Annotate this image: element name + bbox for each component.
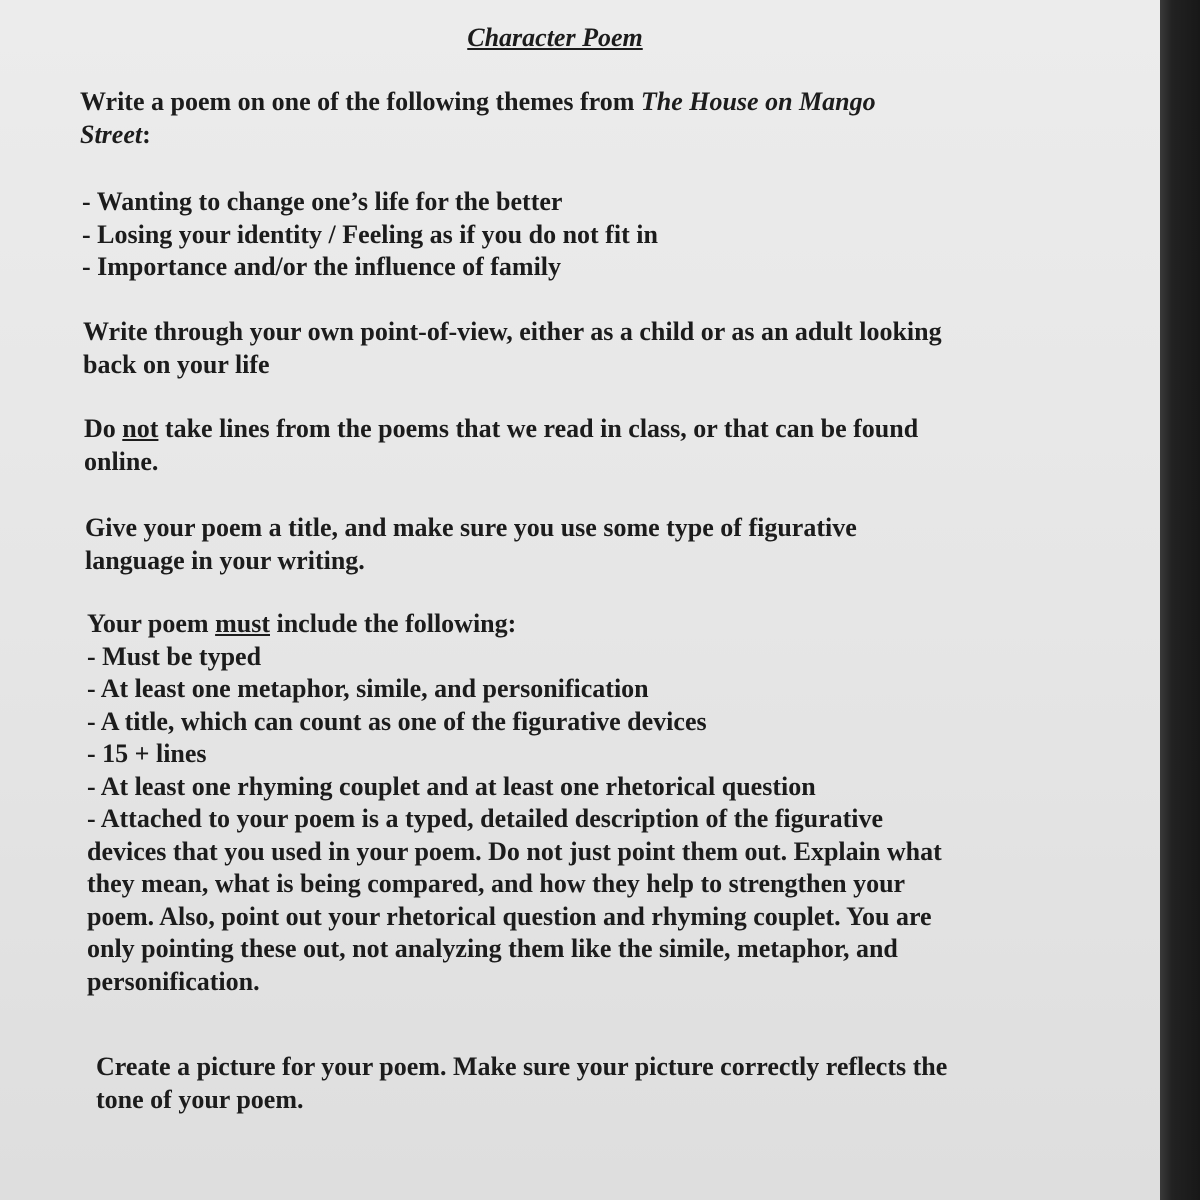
book-title-continued: Street (80, 119, 143, 149)
requirement-item: - At least one metaphor, simile, and personification (87, 674, 649, 703)
requirement-item-continued: personification. (87, 966, 260, 996)
themes-list (82, 186, 1082, 284)
title-instruction-line-1: Give your poem a title, and make sure you use some type of figurative (85, 513, 857, 542)
picture-line-2: tone of your poem. (96, 1084, 304, 1114)
book-title: The House on Mango (640, 87, 876, 116)
requirement-item-continued: devices that you used in your poem. Do not just point them out. Explain what (87, 836, 942, 866)
theme-item: - Wanting to change one’s life for the better (82, 187, 563, 216)
requirements-intro: Your poem must include the following: (87, 609, 517, 638)
requirement-item: - 15 + lines (87, 739, 207, 768)
requirement-item: - At least one rhyming couplet and at least one rhetorical question (87, 771, 816, 801)
plagiarism-line-1: Do not take lines from the poems that we read in class, or that can be found (84, 414, 919, 443)
monitor-bezel (1160, 0, 1200, 1200)
document-title: Character Poem (467, 23, 643, 52)
emphasis-not: not (122, 414, 159, 443)
intro-line-1: Write a poem on one of the following themes from The House on Mango (80, 87, 876, 116)
picture-line-1: Create a picture for your poem. Make sure your picture correctly reflects the (96, 1052, 948, 1081)
intro-paragraph (80, 86, 1080, 151)
requirement-item: - A title, which can count as one of the figurative devices (87, 706, 707, 736)
intro-line-2: Street: (80, 119, 151, 149)
pov-line-2: back on your life (83, 349, 270, 379)
requirement-item: - Must be typed (87, 641, 262, 671)
plagiarism-paragraph (84, 413, 1084, 478)
requirement-item-continued: only pointing these out, not analyzing them like the simile, metaphor, and (87, 934, 898, 963)
requirement-item: - Attached to your poem is a typed, detailed description of the figurative (87, 804, 884, 833)
theme-item: - Losing your identity / Feeling as if you do not fit in (82, 219, 658, 249)
requirements-list (87, 608, 1087, 998)
requirement-item-continued: poem. Also, point out your rhetorical question and rhyming couplet. You are (87, 901, 932, 931)
title-instruction-paragraph (85, 512, 1085, 577)
requirement-item-continued: they mean, what is being compared, and how they help to strengthen your (87, 869, 906, 898)
title-instruction-line-2: language in your writing. (85, 545, 365, 575)
plagiarism-line-2: online. (84, 446, 159, 476)
pov-paragraph (83, 316, 1083, 381)
picture-paragraph (96, 1051, 1096, 1116)
theme-item: - Importance and/or the influence of family (82, 252, 562, 281)
pov-line-1: Write through your own point-of-view, either as a child or as an adult looking (83, 317, 942, 346)
emphasis-must: must (215, 609, 270, 638)
